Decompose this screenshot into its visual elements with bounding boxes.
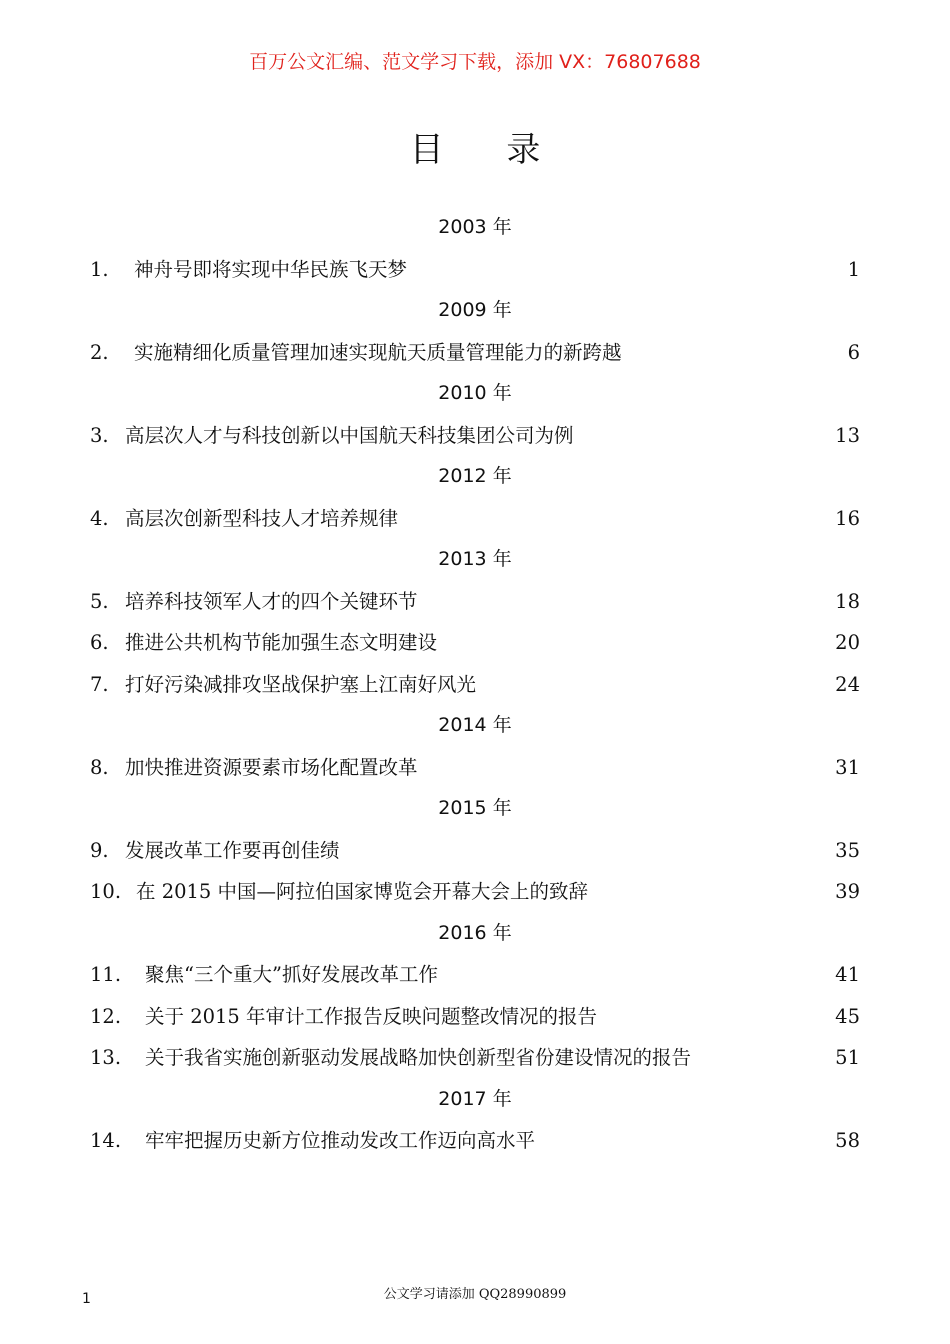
toc-entry-number: 11. xyxy=(90,963,122,986)
toc-entry-page: 58 xyxy=(835,1129,860,1152)
toc-entry-page: 51 xyxy=(835,1046,860,1069)
toc-entry-number: 12. xyxy=(90,1004,122,1028)
toc-entry-title: 牢牢把握历史新方位推动发改工作迈向高水平 xyxy=(145,1129,536,1152)
toc-entry-page: 1 xyxy=(847,257,860,281)
toc-entry-number: 3. xyxy=(90,423,109,447)
toc-entry-number: 10. xyxy=(90,880,122,903)
toc-entry-title: 聚焦“三个重大”抓好发展改革工作 xyxy=(145,963,438,986)
toc-entry-number: 14. xyxy=(90,1129,122,1152)
toc-entry-title: 高层次人才与科技创新以中国航天科技集团公司为例 xyxy=(125,423,574,447)
toc-entry-page: 6 xyxy=(847,340,860,364)
toc-entry[interactable] xyxy=(0,664,950,706)
toc-entry-page: 16 xyxy=(835,506,860,530)
toc-entry[interactable] xyxy=(0,415,950,457)
footer-text: 公文学习请添加 QQ28990899 xyxy=(383,1287,567,1302)
toc-entry-number: 9. xyxy=(90,838,109,862)
toc-entry[interactable] xyxy=(0,581,950,623)
toc-entry-title: 关于 2015 年审计工作报告反映问题整改情况的报告 xyxy=(145,1004,598,1028)
toc-year-heading: 2014 年 xyxy=(438,714,512,736)
toc-entry-title: 关于我省实施创新驱动发展战略加快创新型省份建设情况的报告 xyxy=(145,1046,692,1069)
toc-entry-page: 41 xyxy=(835,963,860,986)
toc-year-heading: 2017 年 xyxy=(438,1087,512,1110)
toc-year-heading: 2009 年 xyxy=(438,299,512,321)
toc-entry[interactable] xyxy=(0,249,950,291)
toc-entry-number: 5. xyxy=(90,589,109,613)
toc-entry-number: 6. xyxy=(90,631,109,654)
toc-entry[interactable] xyxy=(0,871,950,913)
toc-entry-page: 39 xyxy=(835,880,860,903)
toc-entry-page: 20 xyxy=(835,631,860,654)
toc-entry-page: 35 xyxy=(835,838,860,862)
toc-year-heading: 2013 年 xyxy=(438,548,512,570)
toc-entry[interactable] xyxy=(0,1120,950,1162)
toc-entry-title: 推进公共机构节能加强生态文明建设 xyxy=(125,631,438,654)
toc-entry-number: 7. xyxy=(90,672,109,696)
toc-entry-number: 13. xyxy=(90,1046,122,1069)
toc-entry-number: 1. xyxy=(90,257,109,281)
toc-entry-page: 31 xyxy=(835,755,860,779)
toc-entry-title: 在 2015 中国—阿拉伯国家博览会开幕大会上的致辞 xyxy=(136,880,589,903)
toc-entry-title: 发展改革工作要再创佳绩 xyxy=(125,838,340,862)
toc-entry[interactable] xyxy=(0,1037,950,1079)
page-title: 目 录 xyxy=(409,130,567,170)
toc-entry[interactable] xyxy=(0,996,950,1038)
footer-page-number: 1 xyxy=(82,1291,91,1307)
toc-entry-number: 4. xyxy=(90,506,109,530)
toc-entry-page: 13 xyxy=(835,423,860,447)
toc-year-heading: 2003 年 xyxy=(438,216,512,238)
toc-entry[interactable] xyxy=(0,332,950,374)
toc-entry-number: 8. xyxy=(90,755,109,779)
toc-year-heading: 2015 年 xyxy=(438,797,512,819)
toc-entry-title: 神舟号即将实现中华民族飞天梦 xyxy=(134,257,408,281)
toc-year-heading: 2016 年 xyxy=(438,921,512,944)
toc-entry-title: 加快推进资源要素市场化配置改革 xyxy=(125,755,418,779)
toc-entry[interactable] xyxy=(0,830,950,872)
toc-entry-number: 2. xyxy=(90,340,109,364)
toc-year-heading: 2010 年 xyxy=(438,382,512,404)
download-banner: 百万公文汇编、范文学习下载，添加 VX：76807688 xyxy=(249,51,701,73)
toc-entry[interactable] xyxy=(0,747,950,789)
table-of-contents xyxy=(0,207,950,1162)
toc-entry-title: 打好污染减排攻坚战保护塞上江南好风光 xyxy=(125,672,477,696)
toc-entry-page: 45 xyxy=(835,1004,860,1028)
toc-entry[interactable] xyxy=(0,954,950,996)
toc-entry-title: 高层次创新型科技人才培养规律 xyxy=(125,506,399,530)
toc-entry-page: 24 xyxy=(835,672,860,696)
toc-entry[interactable] xyxy=(0,498,950,540)
toc-entry[interactable] xyxy=(0,622,950,664)
toc-entry-page: 18 xyxy=(835,589,860,613)
toc-year-heading: 2012 年 xyxy=(438,465,512,487)
toc-entry-title: 实施精细化质量管理加速实现航天质量管理能力的新跨越 xyxy=(134,340,622,364)
toc-entry-title: 培养科技领军人才的四个关键环节 xyxy=(125,589,418,613)
